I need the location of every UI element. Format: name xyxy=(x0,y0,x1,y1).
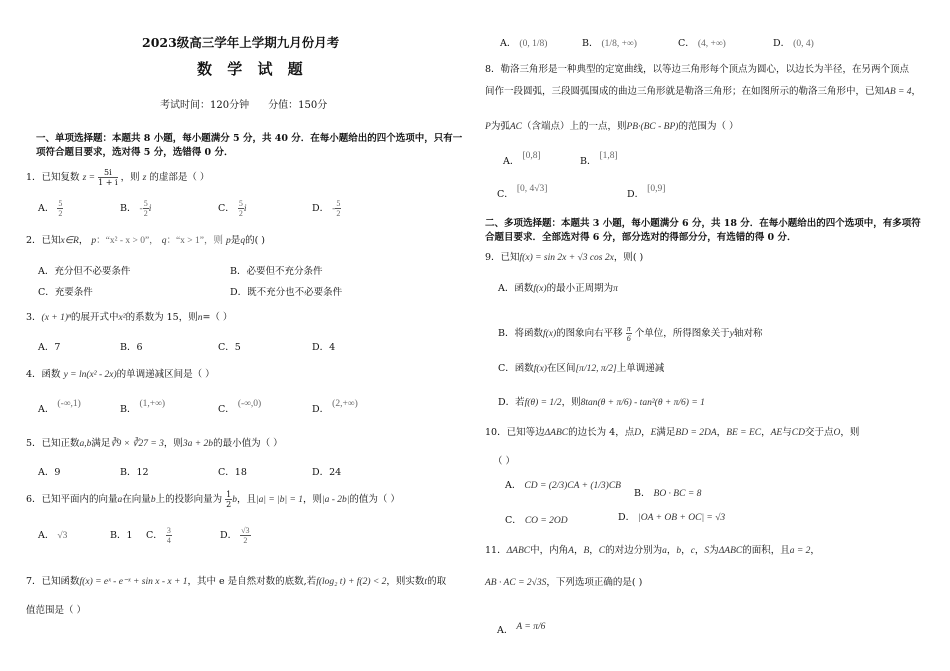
q8-option-b[interactable]: B． [1,8] xyxy=(580,151,618,167)
question-1: 1．已知复数 z = $\frac{5i}{1 + i}$ ，则 z 的虚部是（ ） xyxy=(26,168,210,187)
q10-option-a[interactable]: A． CD = (2/3)CA + (1/3)CB xyxy=(505,480,621,491)
question-4: 4．函数 y = ln(x² - 2x)的单调递减区间是（ ） xyxy=(26,369,215,380)
question-7-cont: 值范围是（ ） xyxy=(26,605,87,616)
q9-option-b[interactable]: B．将函数f(x)的图象向右平移 $\frac{\pi}{6}$ 个单位，所得图象关于y轴对称 xyxy=(498,324,763,343)
section1-heading-cont: 项符合题目要求，选对得 5 分，选错得 0 分． xyxy=(36,147,234,158)
question-11-cont: AB · AC = 2√3S，下列选项正确的是( ) xyxy=(485,577,643,588)
q1-option-d[interactable]: D． - $\frac{5}{2}$ xyxy=(312,199,341,218)
q9-option-a[interactable]: A．函数f(x)的最小正周期为π xyxy=(498,283,618,294)
question-9: 9．已知f(x) = sin 2x + √3 cos 2x，则( ) xyxy=(485,252,644,263)
exam-title: 2023级高三学年上学期九月份月考 xyxy=(142,35,340,50)
question-7: 7．已知函数f(x) = eˣ - e⁻ˣ + sin x - x + 1，其中 e 是自然对数的底数,若f(log₂ t) + f(2) < 2，则实数t的取 xyxy=(26,576,447,587)
question-2: 2．已知x∈R， p：“x² - x > 0”， q：“x > 1”，则 p是q的( ) xyxy=(26,235,265,246)
q2-option-d[interactable]: D．既不充分也不必要条件 xyxy=(230,287,343,298)
q10-option-c[interactable]: C． CO = 2OD xyxy=(505,515,568,526)
q1-option-b[interactable]: B． - $\frac{5}{2}$ i xyxy=(120,199,152,218)
q2-option-b[interactable]: B．必要但不充分条件 xyxy=(230,266,323,277)
q7-option-c[interactable]: C． (4, +∞) xyxy=(678,38,726,49)
q10-option-d[interactable]: D． |OA + OB + OC| = √3 xyxy=(618,512,726,523)
q4-option-b[interactable]: B． (1,+∞) xyxy=(120,399,166,415)
q7-option-a[interactable]: A． (0, 1/8) xyxy=(500,38,548,49)
q8-option-d[interactable]: D． [0,9] xyxy=(627,184,666,200)
q9-option-d[interactable]: D．若f(θ) = 1/2，则8tan(θ + π/6) - tan²(θ + π/6) = 1 xyxy=(498,397,705,408)
section1-heading: 一、单项选择题：本题共 8 小题，每小题满分 5 分，共 40 分．在每小题给出的四个选项中，只有一 xyxy=(36,133,463,144)
q3-option-c[interactable]: C．5 xyxy=(218,342,241,353)
question-10-cont: （ ） xyxy=(493,456,516,467)
q10-option-b[interactable]: B． BO · BC = 8 xyxy=(634,488,702,499)
q8-option-a[interactable]: A． [0,8] xyxy=(503,151,541,167)
q3-option-a[interactable]: A．7 xyxy=(38,342,61,353)
q5-option-b[interactable]: B．12 xyxy=(120,467,149,478)
q7-option-b[interactable]: B． (1/8, +∞) xyxy=(582,38,637,49)
subject-title: 数 学 试 题 xyxy=(197,60,308,78)
q5-option-c[interactable]: C．18 xyxy=(218,467,247,478)
q6-option-b[interactable]: B．1 xyxy=(110,530,133,541)
question-6: 6．已知平面内的向量a在向量b上的投影向量为 $\frac{1}{2}$ b，且|a| = |b| = 1，则|a - 2b|的值为（ ） xyxy=(26,490,400,509)
q3-option-b[interactable]: B．6 xyxy=(120,342,143,353)
question-8-cont: 间作一段圆弧，三段圆弧围成的曲边三角形就是勒洛三角形；在如图所示的勒洛三角形中，已知AB = 4， xyxy=(485,86,922,97)
q2-option-a[interactable]: A．充分但不必要条件 xyxy=(38,266,131,277)
section2-heading-cont: 合题目要求．全部选对得 6 分，部分选对的得部分分，有选错的得 0 分． xyxy=(485,232,797,243)
q1-option-a[interactable]: A． $\frac{5}{2}$ xyxy=(38,199,63,218)
q3-option-d[interactable]: D．4 xyxy=(312,342,336,353)
q5-option-a[interactable]: A．9 xyxy=(38,467,61,478)
q6-option-a[interactable]: A． √3 xyxy=(38,530,68,541)
q1-option-c[interactable]: C． $\frac{5}{2}$ i xyxy=(218,199,247,218)
question-8: 8．勒洛三角形是一种典型的定宽曲线，以等边三角形每个顶点为圆心，以边长为半径，在另两个顶点 xyxy=(485,64,910,75)
q6-option-d[interactable]: D． $\frac{√3}{2}$ xyxy=(220,526,250,545)
question-8-cont2: P为弧AC（含端点）上的一点，则PB·(BC - BP)的范围为（ ） xyxy=(485,121,739,132)
q4-option-d[interactable]: D． (2,+∞) xyxy=(312,399,358,415)
q8-option-c[interactable]: C． [0, 4√3] xyxy=(497,184,548,200)
question-5: 5．已知正数a,b满足∛9 × ∛27 = 3，则3a + 2b的最小值为（ ） xyxy=(26,438,283,449)
q1-fraction: $\frac{5i}{1 + i}$ xyxy=(98,168,118,187)
question-10: 10．已知等边ΔABC的边长为 4，点D，E满足BD = 2DA，BE = EC，AE与CD交于点O，则 xyxy=(485,427,860,438)
q4-option-c[interactable]: C． (-∞,0) xyxy=(218,399,262,415)
exam-info: 考试时间：120分钟 分值：150分 xyxy=(160,100,328,111)
q1-z-eq: z = xyxy=(82,173,96,183)
q6-option-c[interactable]: C． $\frac{3}{4}$ xyxy=(146,526,171,545)
q4-option-a[interactable]: A． (-∞,1) xyxy=(38,399,81,415)
q9-option-c[interactable]: C．函数f(x)在区间[π/12, π/2]上单调递减 xyxy=(498,363,665,374)
q11-option-a[interactable]: A． A = π/6 xyxy=(497,622,546,636)
section2-heading: 二、多项选择题：本题共 3 小题，每小题满分 6 分，共 18 分．在每小题给出的四个选项中，有多项符 xyxy=(485,218,921,229)
question-11: 11．ΔABC中，内角A，B，C的对边分别为a，b，c，S为ΔABC的面积，且a = 2， xyxy=(485,545,820,556)
q2-option-c[interactable]: C．充要条件 xyxy=(38,287,93,298)
q7-option-d[interactable]: D． (0, 4) xyxy=(773,38,814,49)
q5-option-d[interactable]: D．24 xyxy=(312,467,342,478)
q1-stem: 1．已知复数 xyxy=(26,172,80,183)
question-3: 3．(x + 1)ⁿ的展开式中x²的系数为 15，则n=（ ） xyxy=(26,312,233,323)
